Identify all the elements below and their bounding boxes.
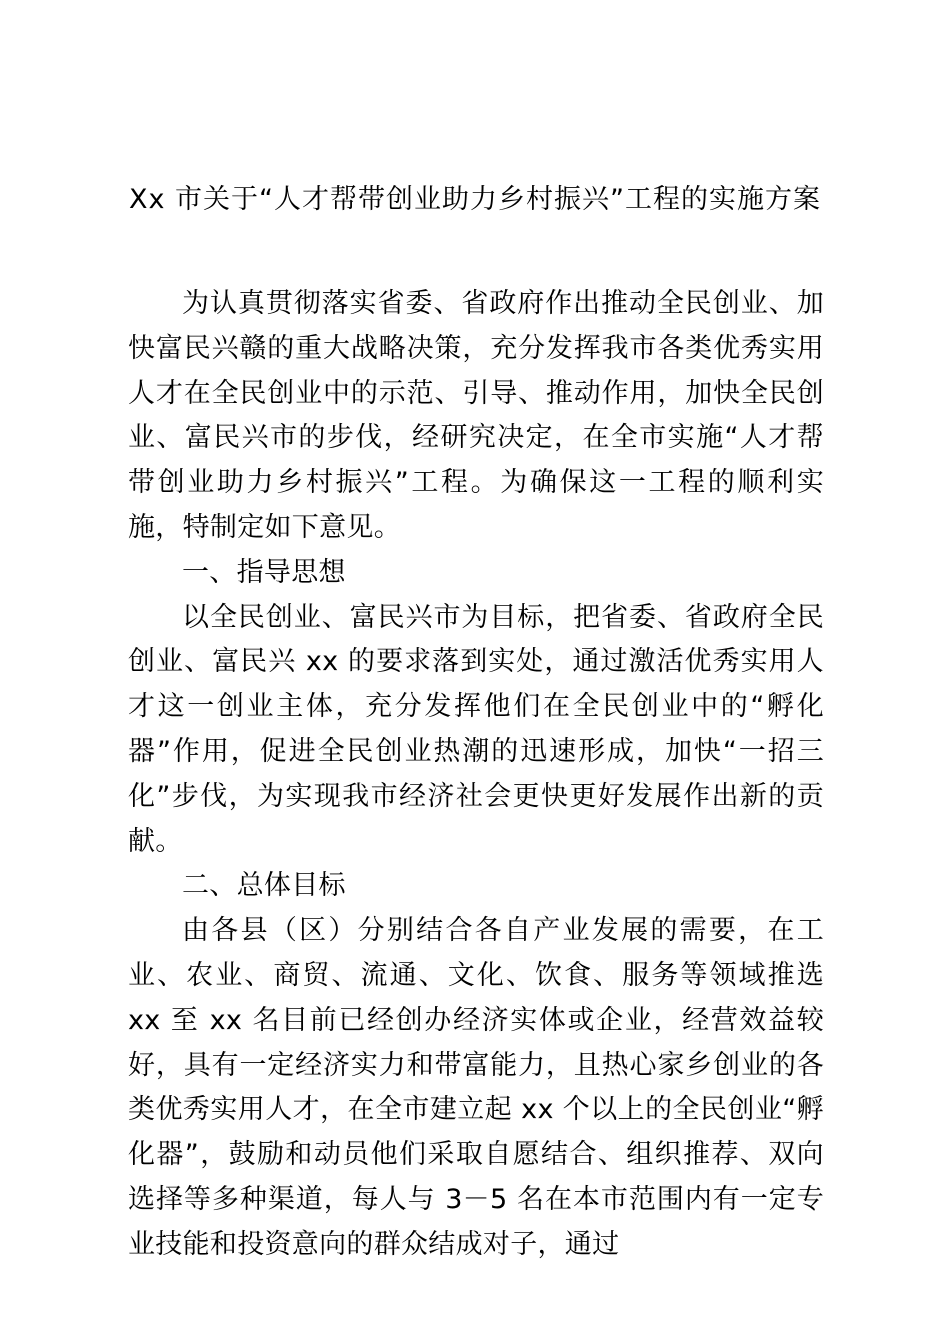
document-title: Xx 市关于“人才帮带创业助力乡村振兴”工程的实施方案 <box>128 184 822 215</box>
paragraph-overall-goal: 由各县（区）分别结合各自产业发展的需要，在工业、农业、商贸、流通、文化、饮食、服务等领域推选 xx 至 xx 名目前已经创办经济实体或企业，经营效益较好，具有一定经济实力和带富能力，且热心家乡创业的各类优秀实用人才，在全市建立起 xx 个以上的全民创业“孵化器”，鼓励和动员他们采取自愿结合、组织推荐、双向选择等多种渠道，每人与 3－5 名在本市范围内有一定专业技能和投资意向的群众结成对子，通过 <box>128 915 824 1260</box>
document-body <box>128 282 824 1268</box>
section-heading-overall-goal: 二、总体目标 <box>182 870 346 902</box>
paragraph-intro: 为认真贯彻落实省委、省政府作出推动全民创业、加快富民兴赣的重大战略决策，充分发挥我市各类优秀实用人才在全民创业中的示范、引导、推动作用，加快全民创业、富民兴市的步伐，经研究决定，在全市实施“人才帮带创业助力乡村振兴”工程。为确保这一工程的顺利实施，特制定如下意见。 <box>128 288 824 543</box>
section-heading-guiding-ideology: 一、指导思想 <box>182 556 346 588</box>
paragraph-guiding-ideology: 以全民创业、富民兴市为目标，把省委、省政府全民创业、富民兴 xx 的要求落到实处，通过激活优秀实用人才这一创业主体，充分发挥他们在全民创业中的“孵化器”作用，促进全民创业热潮的迅速形成，加快“一招三化”步伐，为实现我市经济社会更快更好发展作出新的贡献。 <box>128 601 824 857</box>
